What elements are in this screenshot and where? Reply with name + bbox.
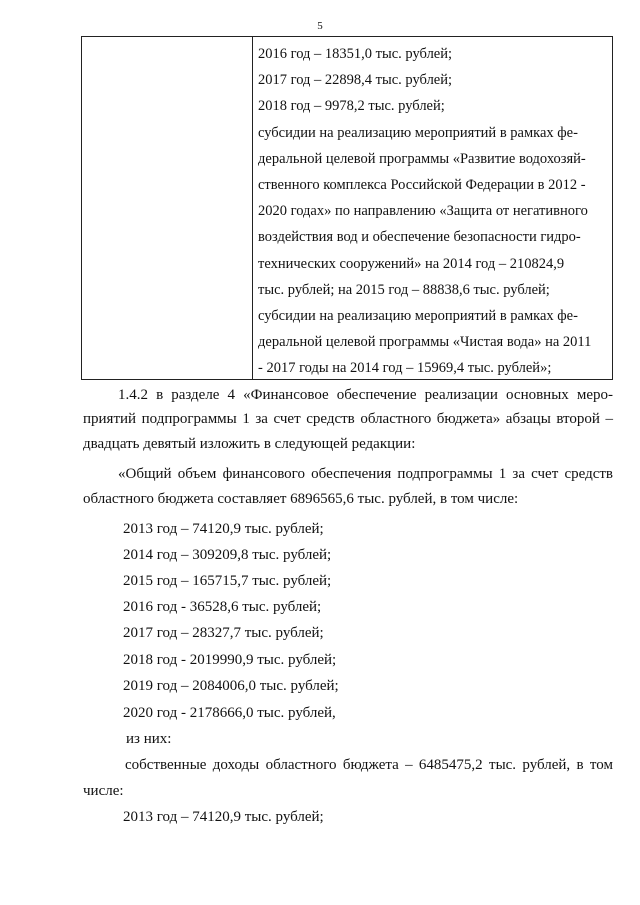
year-line: 2020 год - 2178666,0 тыс. рублей,: [123, 705, 336, 721]
of-them-label: из них:: [126, 731, 172, 747]
table-line: субсидии на реализацию мероприятий в рамках фе-: [258, 308, 578, 325]
year-line: 2015 год – 165715,7 тыс. рублей;: [123, 573, 332, 589]
paragraph-line: областного бюджета составляет 6896565,6 тыс. рублей, в том числе:: [83, 491, 519, 507]
year-line: 2019 год – 2084006,0 тыс. рублей;: [123, 678, 339, 694]
paragraph-line: собственные доходы областного бюджета – 6485475,2 тыс. рублей, в том: [125, 757, 613, 773]
table-line: деральной целевой программы «Развитие водохозяй-: [258, 150, 586, 167]
table-line: тыс. рублей; на 2015 год – 88838,6 тыс. рублей;: [258, 281, 550, 298]
table-line: ственного комплекса Российской Федерации в 2012 -: [258, 177, 586, 194]
table-line: 2016 год – 18351,0 тыс. рублей;: [258, 46, 453, 62]
page-number: 5: [317, 20, 323, 32]
table-line: - 2017 годы на 2014 год – 15969,4 тыс. рублей»;: [258, 360, 552, 377]
table-line: 2017 год – 22898,4 тыс. рублей;: [258, 72, 453, 89]
table-line: деральной целевой программы «Чистая вода» на 2011: [258, 334, 592, 351]
table-line: 2018 год – 9978,2 тыс. рублей;: [258, 98, 445, 115]
table-line: 2020 годах» по направлению «Защита от негативного: [258, 203, 588, 220]
paragraph-line: «Общий объем финансового обеспечения подпрограммы 1 за счет средств: [118, 466, 613, 482]
table-line: технических сооружений» на 2014 год – 210824,9: [258, 255, 565, 272]
year-line: 2016 год - 36528,6 тыс. рублей;: [123, 599, 322, 615]
paragraph-line: числе:: [83, 783, 124, 799]
year-line: 2013 год – 74120,9 тыс. рублей;: [123, 521, 324, 537]
paragraph-line: двадцать девятый изложить в следующей редакции:: [83, 436, 416, 452]
year-line: 2018 год - 2019990,9 тыс. рублей;: [123, 652, 337, 668]
table-line: воздействия вод и обеспечение безопасности гидро-: [258, 229, 581, 246]
paragraph-line: приятий подпрограммы 1 за счет средств областного бюджета» абзацы второй –: [83, 411, 613, 427]
year-line: 2014 год – 309209,8 тыс. рублей;: [123, 547, 332, 563]
paragraph-line: 1.4.2 в разделе 4 «Финансовое обеспечение реализации основных меро-: [118, 387, 613, 403]
year-line: 2017 год – 28327,7 тыс. рублей;: [123, 625, 324, 641]
table-line: субсидии на реализацию мероприятий в рамках фе-: [258, 124, 578, 141]
year-line: 2013 год – 74120,9 тыс. рублей;: [123, 809, 324, 825]
